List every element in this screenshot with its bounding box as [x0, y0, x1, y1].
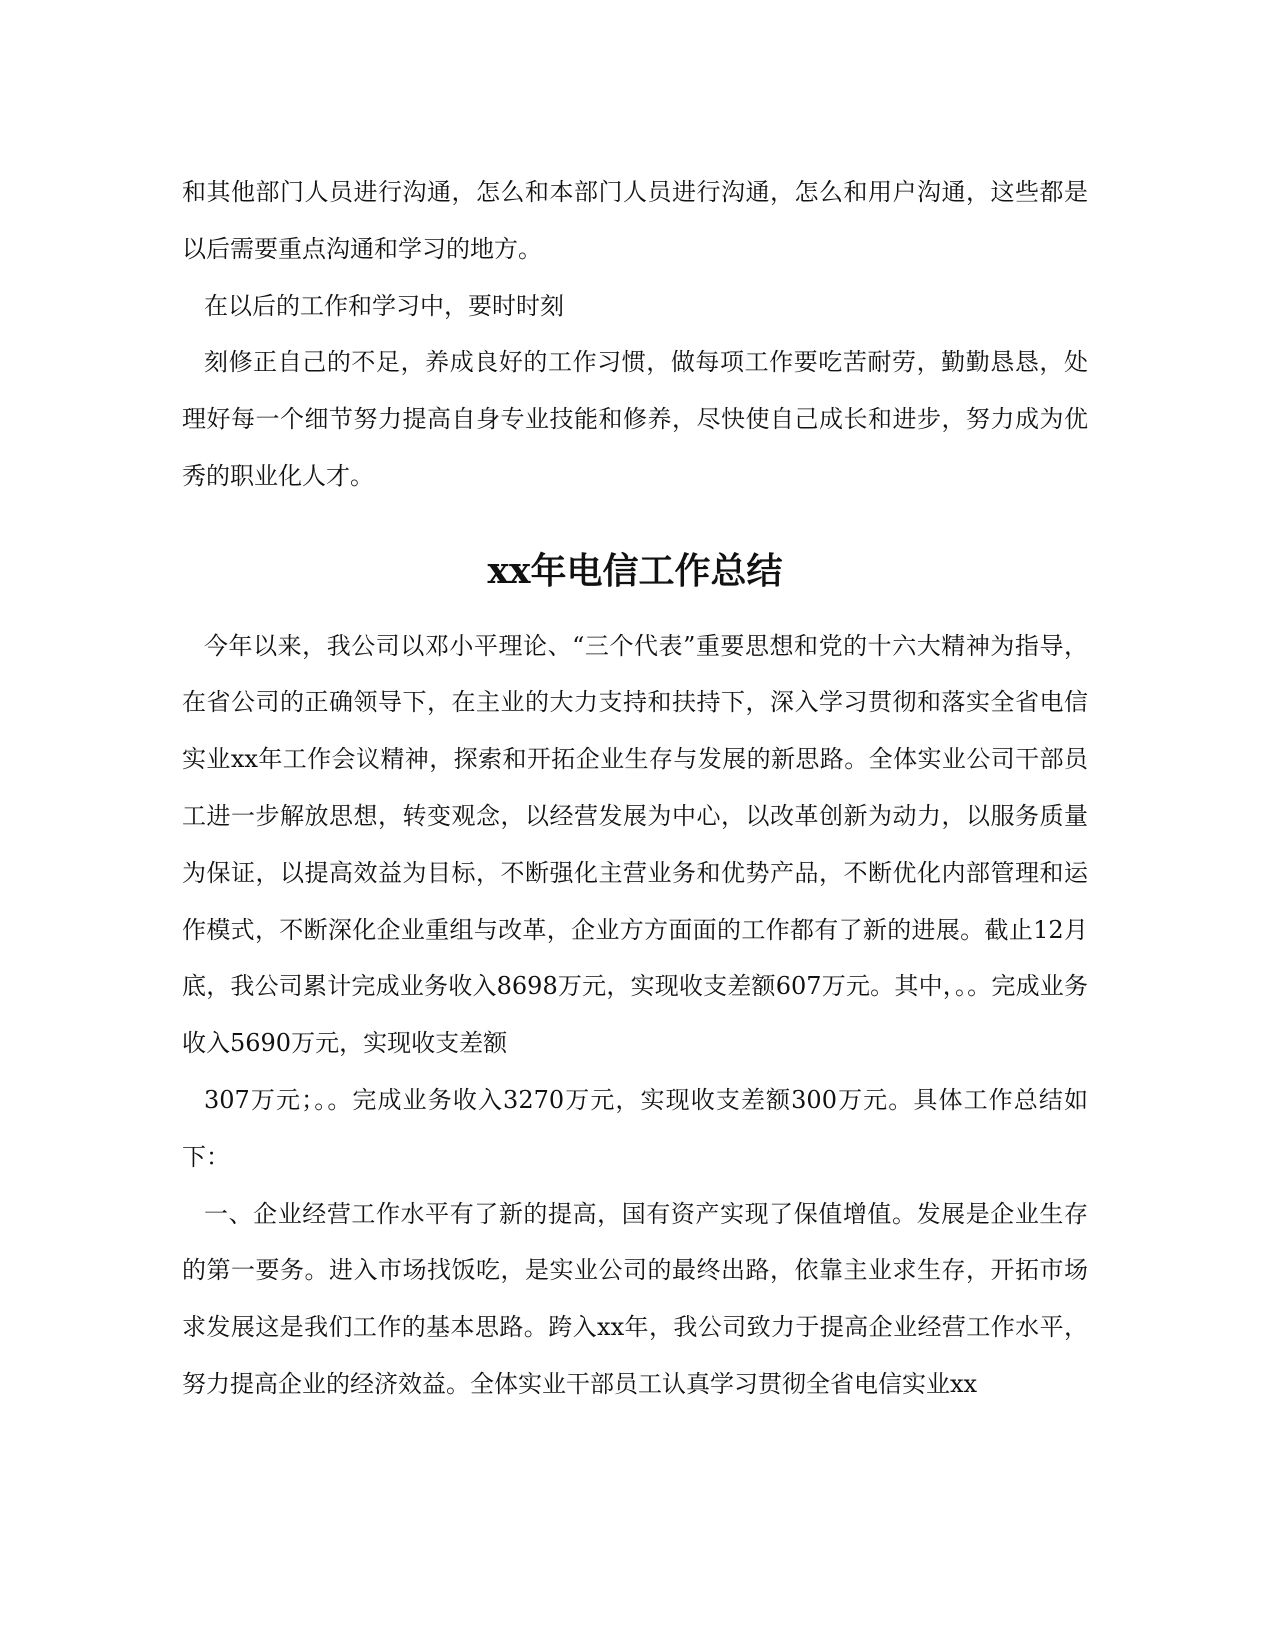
- paragraph-revenue-detail: 307万元；。。完成业务收入3270万元，实现收支差额300万元。具体工作总结如下：: [182, 1085, 1088, 1171]
- document-body: [182, 164, 1088, 1413]
- section-title: xx年电信工作总结: [487, 549, 783, 592]
- paragraph-section-one: 一、企业经营工作水平有了新的提高，国有资产实现了保值增值。发展是企业生存的第一要务。进入市场找饭吃，是实业公司的最终出路，依靠主业求生存，开拓市场求发展这是我们工作的基本思路。跨入xx年，我公司致力于提高企业经营工作水平，努力提高企业的经济效益。全体实业干部员工认真学习贯彻全省电信实业xx: [182, 1199, 1088, 1398]
- paragraph-communication: 和其他部门人员进行沟通，怎么和本部门人员进行沟通，怎么和用户沟通，这些都是以后需要重点沟通和学习的地方。: [182, 178, 1088, 263]
- paragraph-overview: 今年以来，我公司以邓小平理论、“三个代表”重要思想和党的十六大精神为指导，在省公司的正确领导下，在主业的大力支持和扶持下，深入学习贯彻和落实全省电信实业xx年工作会议精神，探索和开拓企业生存与发展的新思路。全体实业公司干部员工进一步解放思想，转变观念，以经营发展为中心，以改革创新为动力，以服务质量为保证，以提高效益为目标，不断强化主营业务和优势产品，不断优化内部管理和运作模式，不断深化企业重组与改革，企业方方面面的工作都有了新的进展。截止12月底，我公司累计完成业务收入8698万元，实现收支差额607万元。其中，。。完成业务收入5690万元，实现收支差额: [182, 631, 1088, 1058]
- paragraph-self-improvement: 刻修正自己的不足，养成良好的工作习惯，做每项工作要吃苦耐劳，勤勤恳恳，处理好每一个细节努力提高自身专业技能和修养，尽快使自己成长和进步，努力成为优秀的职业化人才。: [182, 348, 1088, 490]
- paragraph-future-work: 在以后的工作和学习中，要时时刻: [204, 291, 564, 320]
